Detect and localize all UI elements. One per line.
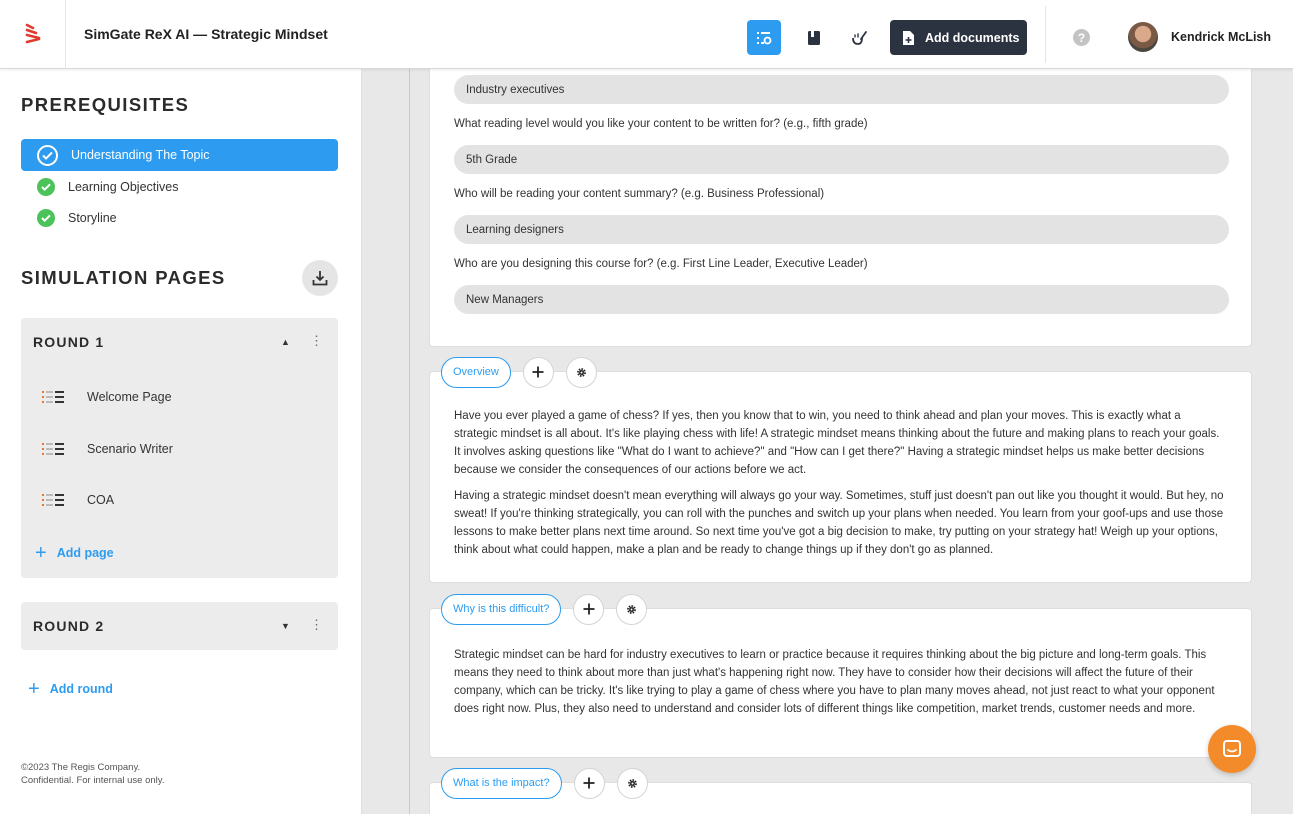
top-header (0, 0, 1293, 69)
page-item-label: COA (87, 493, 115, 507)
list-view-button[interactable] (747, 20, 781, 55)
round-menu-icon[interactable]: ⋮ (310, 333, 323, 348)
question-text: Who will be reading your content summary? (e.g. Business Professional) (454, 188, 825, 200)
main-content (363, 69, 1293, 814)
section-controls (441, 766, 648, 800)
generate-button[interactable] (843, 20, 877, 55)
prerequisites-title: PREREQUISITES (21, 94, 190, 115)
drag-handle-icon[interactable] (33, 435, 73, 463)
add-section-button[interactable] (523, 357, 554, 388)
round-title: ROUND 2 (33, 618, 105, 634)
round-2-panel[interactable] (21, 602, 338, 650)
app-logo[interactable] (0, 0, 66, 69)
drag-handle-icon[interactable] (33, 486, 73, 514)
section-controls (441, 355, 597, 389)
add-documents-label: Add documents (925, 30, 1020, 45)
prereq-item-label: Storyline (68, 211, 117, 225)
copyright-notice (21, 761, 164, 787)
plus-icon (583, 777, 595, 789)
add-page-label: Add page (56, 546, 114, 560)
book-button[interactable] (797, 20, 831, 55)
check-circle-icon (37, 209, 55, 227)
section-label-overview[interactable]: Overview (441, 357, 511, 388)
why-difficult-paragraph: Strategic mindset can be hard for industry executives to learn or practice because it requires thinking about the big picture and long-term goals. This means they need to think about more than just what's happening right now. They have to consider how their decisions will affect the future of their company, which can be tricky. It's like trying to play a game of chess where you have to plan many moves ahead, not just react to what your opponent does right now. Plus, they also need to understand and consider lots of different things like competition, market trends, customer needs and more. (454, 649, 1215, 715)
question-text: Who are you designing this course for? (e.g. First Line Leader, Executive Leader) (454, 258, 868, 270)
add-round-label: Add round (49, 682, 113, 696)
header-divider (1045, 6, 1046, 63)
check-circle-icon (37, 178, 55, 196)
page-item-scenario-writer[interactable] (33, 435, 173, 463)
add-documents-button[interactable] (890, 20, 1027, 55)
section-settings-button[interactable] (566, 357, 597, 388)
why-difficult-card (429, 608, 1252, 758)
round-1-panel (21, 318, 338, 578)
audience-questions-card (429, 69, 1252, 347)
prereq-item-learning-objectives[interactable] (21, 171, 338, 203)
answer-field[interactable]: Learning designers (454, 215, 1229, 244)
expand-caret-icon[interactable]: ▼ (281, 621, 290, 631)
gear-icon (576, 367, 587, 378)
timeline-rail (409, 69, 410, 814)
section-label-why-difficult[interactable]: Why is this difficult? (441, 594, 561, 625)
list-settings-icon (756, 30, 772, 46)
gear-icon (627, 778, 638, 789)
page-item-coa[interactable] (33, 486, 114, 514)
add-section-button[interactable] (573, 594, 604, 625)
section-settings-button[interactable] (616, 594, 647, 625)
page-item-welcome-page[interactable] (33, 383, 172, 411)
plus-icon (583, 603, 595, 615)
plus-icon: + (28, 678, 40, 700)
section-controls (441, 592, 647, 626)
section-label-impact[interactable]: What is the impact? (441, 768, 562, 799)
plus-icon: + (35, 542, 47, 564)
magic-wand-icon (851, 29, 869, 47)
answer-field[interactable]: New Managers (454, 285, 1229, 314)
plus-icon (532, 366, 544, 378)
sidebar (0, 69, 362, 814)
app-title: SimGate ReX AI — Strategic Mindset (84, 26, 328, 42)
page-item-label: Scenario Writer (87, 442, 173, 456)
collapse-caret-icon[interactable]: ▲ (281, 337, 290, 347)
add-page-button[interactable] (35, 543, 114, 563)
round-title: ROUND 1 (33, 334, 105, 350)
page-item-label: Welcome Page (87, 390, 172, 404)
answer-field[interactable]: Industry executives (454, 75, 1229, 104)
gear-icon (626, 604, 637, 615)
copyright-line: ©2023 The Regis Company. (21, 762, 141, 773)
book-icon (807, 30, 821, 46)
brand-logo-icon (24, 23, 42, 45)
answer-field[interactable]: 5th Grade (454, 145, 1229, 174)
add-file-icon (902, 30, 915, 46)
user-avatar[interactable] (1128, 22, 1158, 52)
prereq-item-storyline[interactable] (21, 202, 338, 234)
prereq-item-label: Learning Objectives (68, 180, 179, 194)
add-round-button[interactable] (28, 679, 113, 699)
confidential-line: Confidential. For internal use only. (21, 775, 165, 786)
prereq-item-understanding-the-topic[interactable] (21, 139, 338, 171)
check-circle-icon (37, 145, 58, 166)
round-menu-icon[interactable]: ⋮ (310, 617, 323, 632)
overview-paragraph: Having a strategic mindset doesn't mean everything will always go your way. Sometimes, stuff just doesn't pan out like you thought it would. But hey, no sweat! If you're thinking strategically, you can roll with the punches and switch up your plans when needed. You learn from your goof-ups and use those lessons to make better plans next time around. So next time you've got a big decision to make, try putting on your strategy hat! Weigh up your options, think about what could happen, make a plan and be ready to change things up if they don't go as planned. (454, 490, 1224, 556)
download-button[interactable] (302, 260, 338, 296)
add-section-button[interactable] (574, 768, 605, 799)
simulation-pages-title: SIMULATION PAGES (21, 267, 226, 288)
prereq-item-label: Understanding The Topic (71, 148, 210, 162)
section-settings-button[interactable] (617, 768, 648, 799)
chat-launcher-button[interactable] (1208, 725, 1256, 773)
download-icon (312, 270, 328, 286)
drag-handle-icon[interactable] (33, 383, 73, 411)
user-name[interactable]: Kendrick McLish (1171, 30, 1272, 44)
overview-paragraph: Have you ever played a game of chess? If yes, then you know that to win, you need to think ahead and plan your moves. This is exactly what a strategic mindset is all about. It's like playing chess with life! A strategic mindset means thinking about the future and making plans to reach your goals. It involves asking questions like "What do I want to achieve?" and "How can I get there?" Having a strategic mindset helps us make better decisions because we consider the consequences of our actions before we act. (454, 410, 1220, 476)
question-text: What reading level would you like your content to be written for? (e.g., fifth grade) (454, 118, 868, 130)
chat-icon (1222, 739, 1242, 759)
overview-card (429, 371, 1252, 583)
help-icon[interactable]: ? (1073, 29, 1090, 46)
